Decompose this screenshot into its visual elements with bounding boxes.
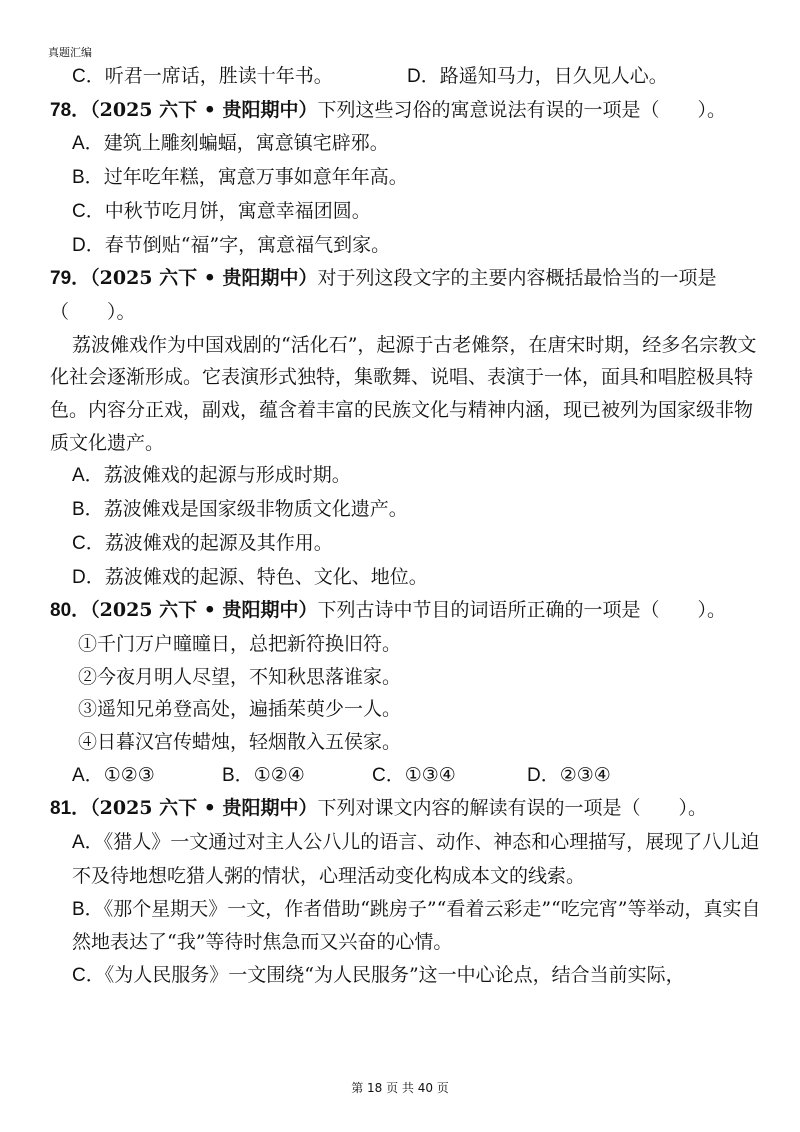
option-key: A． (72, 133, 104, 155)
q79-passage: 荔波傩戏作为中国戏剧的“活化石”，起源于古老傩祭，在唐宋时期，经多名宗教文化社会逐渐形成。它表演形式独特，集歌舞、说唱、表演于一体，面具和唱腔极具特色。内容分正戏，副戏，蕴含着丰富的民族文化与精神内涵，现已被列为国家级非物质文化遗产。 (50, 333, 757, 454)
question-text: 下列古诗中节目的词语所正确的一项是（ ）。 (317, 599, 727, 622)
q77-option-c (50, 60, 407, 94)
option-text: 荔波傩戏的起源及其作用。 (104, 531, 333, 554)
option-key: D． (407, 66, 440, 87)
option-key: A． (72, 832, 104, 854)
q81-option-c (50, 959, 762, 993)
option-key: B． (72, 898, 104, 920)
q80-option-a (72, 759, 222, 793)
option-key: C． (72, 66, 105, 87)
page-footer: 第 18 页 共 40 页 (351, 1081, 449, 1095)
q80-option-d (527, 759, 611, 793)
document-body (50, 60, 762, 993)
option-text: 听君一席话，胜读十年书。 (104, 65, 333, 87)
q78-option-a (50, 127, 762, 161)
question-number: 80． (50, 600, 91, 622)
option-key: A． (72, 465, 104, 487)
option-key: D． (72, 566, 105, 588)
option-key: C． (72, 964, 105, 986)
q78-option-d (50, 229, 762, 263)
q79-option-d (50, 561, 762, 595)
question-source: （2025 六下 • 贵阳期中） (90, 98, 318, 121)
q81-option-a (50, 826, 762, 892)
option-key: A． (72, 764, 104, 786)
q80-poem-line: ①千门万户曈曈日，总把新符换旧符。 (78, 632, 402, 655)
question-number: 81． (50, 798, 91, 820)
option-text: 春节倒贴“福”字，寓意福气到家。 (104, 233, 391, 256)
q80-option-c (372, 759, 527, 793)
option-key: B． (72, 499, 104, 521)
question-source: （2025 六下 • 贵阳期中） (90, 797, 318, 820)
option-key: B． (72, 167, 104, 189)
question-text: 下列这些习俗的寓意说法有误的一项是（ ）。 (317, 98, 727, 121)
q80-options-row (50, 759, 762, 793)
option-text: 中秋节吃月饼，寓意幸福团圆。 (104, 199, 371, 222)
option-key: C． (72, 532, 105, 554)
option-text: 《那个星期天》一文，作者借助“跳房子”“看着云彩走”“吃完宵”等举动，真实自然地表达了“我”等待时焦急而又兴奋的心情。 (72, 897, 761, 954)
q79-option-a (50, 459, 762, 493)
question-source: （2025 六下 • 贵阳期中） (90, 599, 318, 622)
q80-poem-line: ③遥知兄弟登高处，遍插茱萸少一人。 (78, 698, 402, 721)
q78-stem (50, 94, 762, 128)
option-text: 荔波傩戏的起源与形成时期。 (103, 464, 351, 487)
option-text: 荔波傩戏的起源、特色、文化、地位。 (104, 565, 428, 588)
q80-stem (50, 594, 762, 628)
question-number: 78． (50, 99, 91, 121)
option-text: 荔波傩戏是国家级非物质文化遗产。 (103, 498, 408, 521)
question-text: 下列对课文内容的解读有误的一项是（ ）。 (317, 797, 708, 820)
option-key: D． (72, 234, 105, 256)
question-text: 对于列这段文字的主要内容概括最恰当的一项是（ ）。 (50, 267, 717, 323)
q79-stem (50, 262, 762, 328)
option-text: ①③④ (404, 763, 456, 786)
option-text: ①②④ (253, 763, 305, 786)
q81-option-b (50, 893, 762, 959)
q79-option-b (50, 493, 762, 527)
q80-poem-line: ④日暮汉宫传蜡烛，轻烟散入五侯家。 (78, 731, 402, 754)
q78-option-c (50, 195, 762, 229)
question-source: （2025 六下 • 贵阳期中） (90, 267, 318, 290)
option-key: B． (222, 764, 254, 786)
option-key: D． (527, 764, 560, 786)
header-label: 真题汇编 (48, 46, 92, 59)
option-key: C． (372, 764, 405, 786)
q78-option-b (50, 161, 762, 195)
option-text: 路遥知马力，日久见人心。 (439, 65, 668, 87)
question-number: 79． (50, 268, 91, 290)
option-text: ①②③ (103, 763, 155, 786)
q79-option-c (50, 527, 762, 561)
option-text: 过年吃年糕，寓意万事如意年年高。 (103, 166, 408, 189)
option-text: ②③④ (559, 763, 611, 786)
q81-stem (50, 792, 762, 826)
q77-option-d (407, 60, 668, 94)
q80-option-b (222, 759, 372, 793)
option-key: C． (72, 200, 105, 222)
option-text: 建筑上雕刻蝙蝠，寓意镇宅辟邪。 (103, 132, 389, 155)
option-text: 《为人民服务》一文围绕“为人民服务”这一中心论点，结合当前实际， (104, 963, 685, 986)
q77-options-row (50, 60, 762, 94)
option-text: 《猎人》一文通过对主人公八儿的语言、动作、神态和心理描写，展现了八儿迫不及待地想吃猎人粥的情状，心理活动变化构成本文的线索。 (72, 831, 760, 887)
q80-poem-line: ②今夜月明人尽望，不知秋思落谁家。 (78, 665, 402, 688)
